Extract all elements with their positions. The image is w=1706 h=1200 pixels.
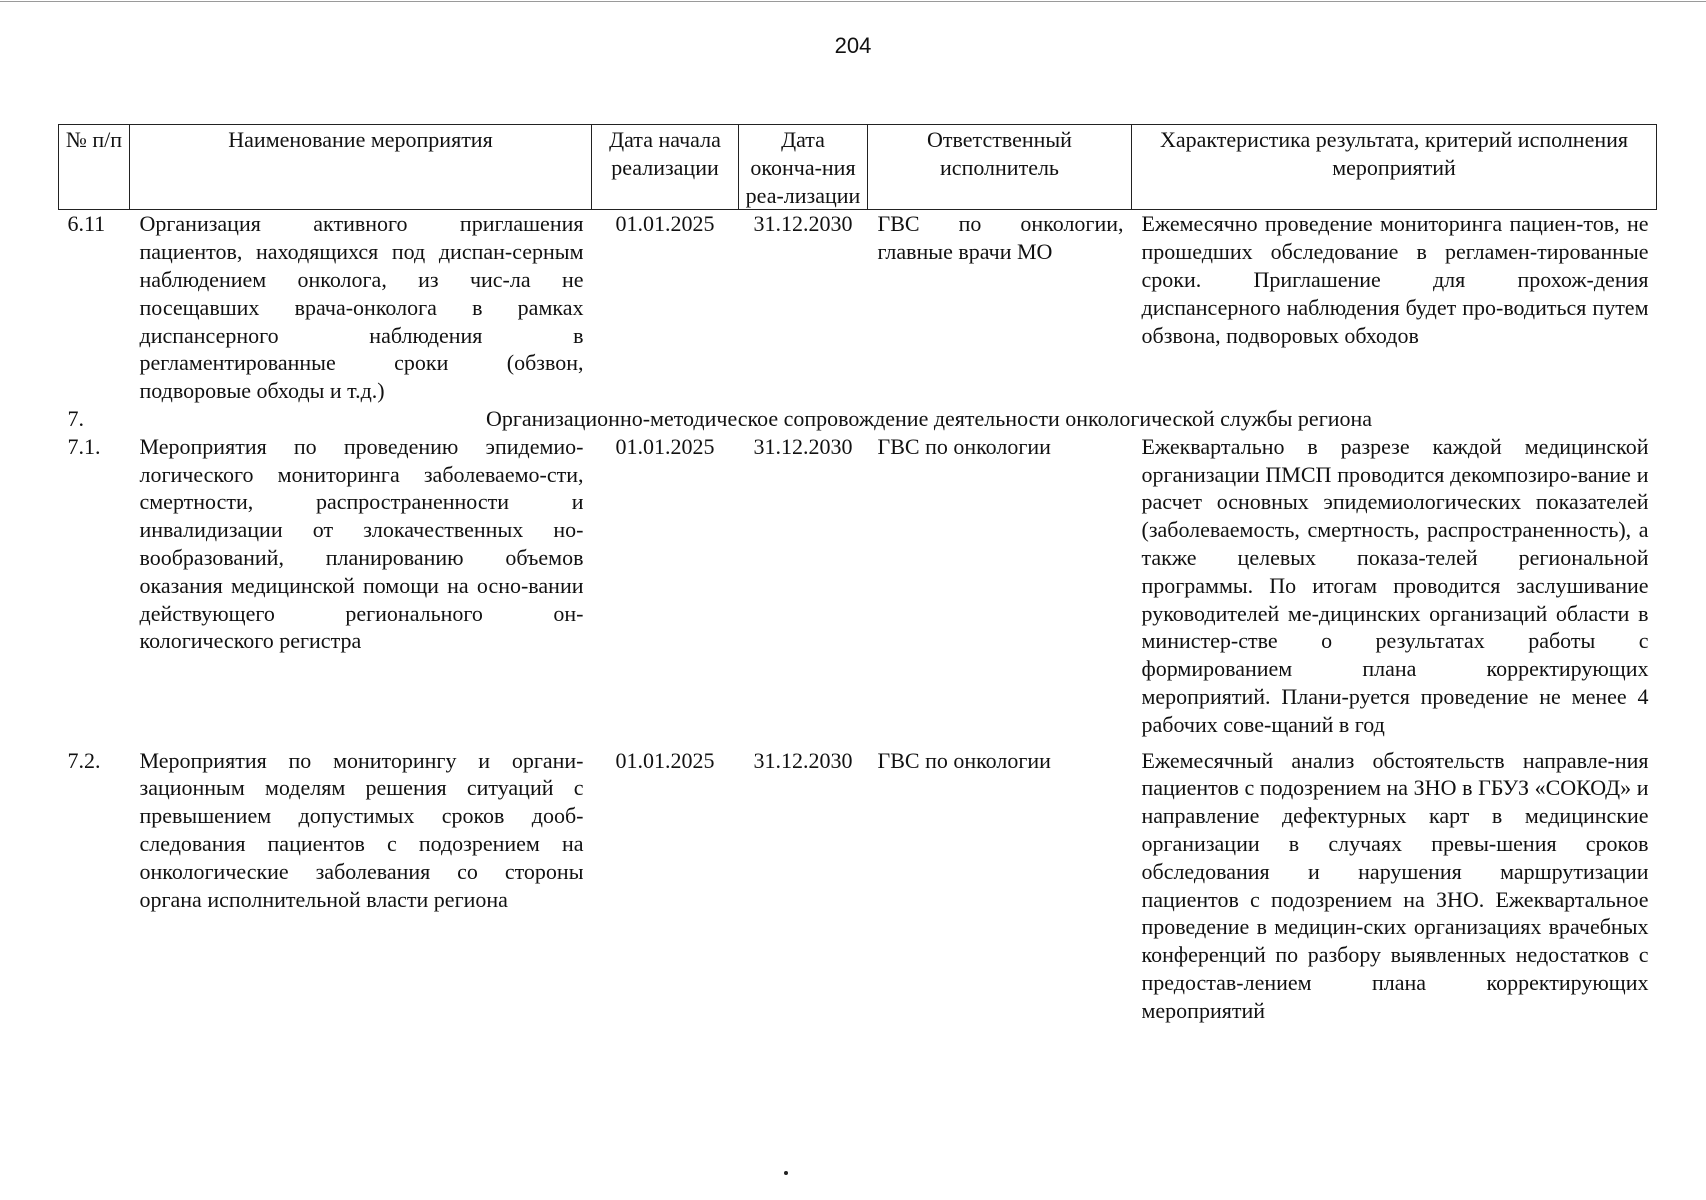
start-date: 01.01.2025: [615, 433, 715, 459]
measures-table: [58, 124, 1657, 1025]
end-date: 31.12.2030: [753, 747, 853, 773]
header-name: Наименование мероприятия: [130, 125, 592, 210]
start-date: 01.01.2025: [615, 211, 715, 237]
end-date: 31.12.2030: [753, 433, 853, 459]
table-row: [59, 747, 1657, 1025]
scan-speck: [784, 1171, 788, 1175]
measure-name: Мероприятия по мониторингу и органи-зационным моделям решения ситуаций с превышением допустимых сроков дооб-следования пациентов с подозрением на онкологические заболевания со стороны органа исполнительной власти региона: [139, 747, 584, 912]
table-row: [59, 210, 1657, 405]
header-row: [59, 125, 1657, 210]
header-num: № п/п: [59, 125, 130, 210]
responsible-executor: ГВС по онкологии: [877, 433, 1051, 459]
header-responsible: Ответственный исполнитель: [868, 125, 1132, 210]
responsible-executor: ГВС по онкологии, главные врачи МО: [877, 211, 1124, 265]
section-row: [59, 405, 1657, 433]
measure-name: Организация активного приглашения пациентов, находящихся под диспан-серным наблюдением онколога, из чис-ла не посещавших врача-онколога в рамках диспансерного наблюдения в регламентированные сроки (обзвон, подворовые обходы и т.д.): [139, 211, 584, 404]
row-spacer: [59, 739, 1657, 747]
table-body: [59, 210, 1657, 1025]
row-number: 7.1.: [67, 433, 101, 459]
measure-name: Мероприятия по проведению эпидемио-логического мониторинга заболеваемо-сти, смертности, распространенности и инвалидизации от злокачественных но-вообразований, планированию объемов оказания медицинской помощи на осно-вании действующего регионального он-кологического регистра: [139, 433, 584, 654]
header-result: Характеристика результата, критерий исполнения мероприятий: [1132, 125, 1657, 210]
row-number: 6.11: [67, 211, 106, 237]
end-date: 31.12.2030: [753, 211, 853, 237]
start-date: 01.01.2025: [615, 747, 715, 773]
result-description: Ежемесячно проведение мониторинга пациен-тов, не прошедших обследование в регламен-тированные сроки. Приглашение для прохож-дения диспансерного наблюдения будет про-водиться путем обзвона, подворовых обходов: [1141, 211, 1649, 348]
header-end-date: Дата оконча-ния реа-лизации: [739, 125, 868, 210]
page-top-rule: [0, 1, 1706, 2]
header-start-date: Дата начала реализации: [592, 125, 739, 210]
row-number: 7.2.: [67, 747, 101, 773]
result-description: Ежемесячный анализ обстоятельств направле-ния пациентов с подозрением на ЗНО в ГБУЗ «СОКОД» и направление дефектурных карт в медицинские организации в случаях превы-шения сроков обследования и нарушения маршрутизации пациентов с подозрением на ЗНО. Ежеквартальное проведение в медицин-ских организациях врачебных конференций по разбору выявленных недостатков с предостав-лением плана корректирующих мероприятий: [1141, 747, 1649, 1023]
table-row: [59, 433, 1657, 739]
page-number: 204: [834, 33, 872, 58]
responsible-executor: ГВС по онкологии: [877, 747, 1051, 773]
section-title: Организационно-методическое сопровождение деятельности онкологической службы региона: [485, 405, 1373, 431]
table-header: [59, 125, 1657, 210]
result-description: Ежеквартально в разрезе каждой медицинской организации ПМСП проводится декомпозиро-вание и расчет основных эпидемиологических показателей (заболеваемость, смертность, распространенность), а также целевых показа-телей региональной программы. По итогам проводится заслушивание руководителей ме-дицинских организаций области в министер-стве о результатах работы с формированием плана корректирующих мероприятий. Плани-руется проведение не менее 4 рабочих сове-щаний в год: [1141, 433, 1649, 737]
section-number: 7.: [67, 405, 84, 431]
